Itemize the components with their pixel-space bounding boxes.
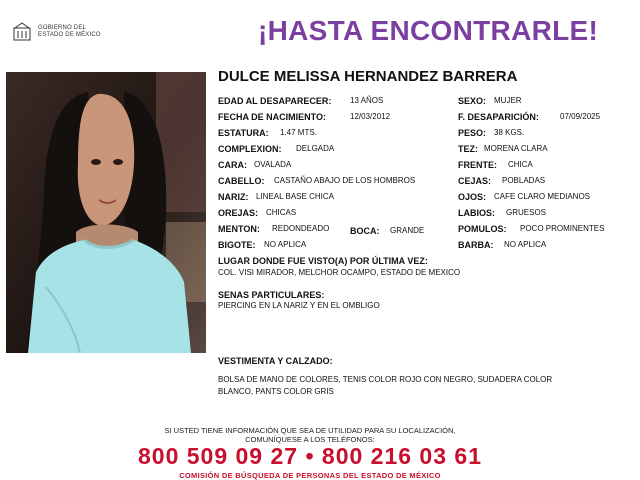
fecha-nacimiento-label: FECHA DE NACIMIENTO:: [218, 112, 326, 122]
cara-value: OVALADA: [254, 160, 292, 169]
boca-label: BOCA:: [350, 226, 380, 236]
fecha-nacimiento-value: 12/03/2012: [350, 112, 391, 121]
commission-name: COMISIÓN DE BÚSQUEDA DE PERSONAS DEL ESTADO DE MÉXICO: [179, 471, 441, 480]
cara-label: CARA:: [218, 160, 247, 170]
pomulos-value: POCO PROMINENTES: [520, 224, 605, 233]
missing-person-photo: [6, 72, 206, 353]
pomulos-label: POMULOS:: [458, 224, 507, 234]
labios-label: LABIOS:: [458, 208, 495, 218]
menton-value: REDONDEADO: [272, 224, 330, 233]
fecha-desaparicion-label: F. DESAPARICIÓN:: [458, 112, 539, 122]
tez-label: TEZ:: [458, 144, 478, 154]
bigote-label: BIGOTE:: [218, 240, 256, 250]
nariz-value: LINEAL BASE CHICA: [256, 192, 334, 201]
cejas-value: POBLADAS: [502, 176, 546, 185]
peso-label: PESO:: [458, 128, 487, 138]
sexo-value: MUJER: [494, 96, 522, 105]
edad-label: EDAD AL DESAPARECER:: [218, 96, 332, 106]
person-name: DULCE MELISSA HERNANDEZ BARRERA: [218, 68, 518, 85]
boca-value: GRANDE: [390, 226, 425, 235]
ojos-label: OJOS:: [458, 192, 487, 202]
peso-value: 38 KGS.: [494, 128, 525, 137]
estatura-value: 1.47 MTS.: [280, 128, 317, 137]
nariz-label: NARIZ:: [218, 192, 249, 202]
info-line2: COMUNÍQUESE A LOS TELÉFONOS:: [245, 435, 375, 444]
clothing-line2: BLANCO, PANTS COLOR GRIS: [218, 387, 334, 396]
clothing-line1: BOLSA DE MANO DE COLORES, TENIS COLOR ROJO CON NEGRO, SUDADERA COLOR: [218, 375, 553, 384]
last-seen-value: COL. VISI MIRADOR, MELCHOR OCAMPO, ESTADO DE MEXICO: [218, 268, 461, 277]
distinguishing-marks-label: SENAS PARTICULARES:: [218, 290, 325, 300]
government-logo: [12, 22, 101, 42]
coat-of-arms-icon: [12, 22, 32, 42]
edad-value: 13 AÑOS: [350, 96, 384, 105]
bigote-value: NO APLICA: [264, 240, 307, 249]
headline: ¡HASTA ENCONTRARLE!: [258, 15, 599, 46]
orejas-value: CHICAS: [266, 208, 297, 217]
cabello-value: CASTAÑO ABAJO DE LOS HOMBROS: [274, 176, 416, 185]
cejas-label: CEJAS:: [458, 176, 492, 186]
estatura-label: ESTATURA:: [218, 128, 269, 138]
barba-value: NO APLICA: [504, 240, 547, 249]
last-seen-label: LUGAR DONDE FUE VISTO(A) POR ÚLTIMA VEZ:: [218, 256, 428, 266]
orejas-label: OREJAS:: [218, 208, 259, 218]
distinguishing-marks-value: PIERCING EN LA NARIZ Y EN EL OMBLIGO: [218, 301, 380, 310]
phone-numbers: 800 509 09 27 • 800 216 03 61: [137, 443, 482, 469]
logo-text-line2: ESTADO DE MÉXICO: [38, 32, 101, 38]
menton-label: MENTON:: [218, 224, 260, 234]
complexion-value: DELGADA: [296, 144, 335, 153]
info-line1: SI USTED TIENE INFORMACIÓN QUE SEA DE UTILIDAD PARA SU LOCALIZACIÓN,: [164, 426, 456, 435]
logo-text-line1: GOBIERNO DEL: [38, 25, 87, 31]
cabello-label: CABELLO:: [218, 176, 265, 186]
frente-label: FRENTE:: [458, 160, 497, 170]
complexion-label: COMPLEXION:: [218, 144, 282, 154]
frente-value: CHICA: [508, 160, 533, 169]
clothing-label: VESTIMENTA Y CALZADO:: [218, 356, 333, 366]
fecha-desaparicion-value: 07/09/2025: [560, 112, 601, 121]
labios-value: GRUESOS: [506, 208, 547, 217]
barba-label: BARBA:: [458, 240, 494, 250]
tez-value: MORENA CLARA: [484, 144, 548, 153]
ojos-value: CAFE CLARO MEDIANOS: [494, 192, 591, 201]
sexo-label: SEXO:: [458, 96, 487, 106]
